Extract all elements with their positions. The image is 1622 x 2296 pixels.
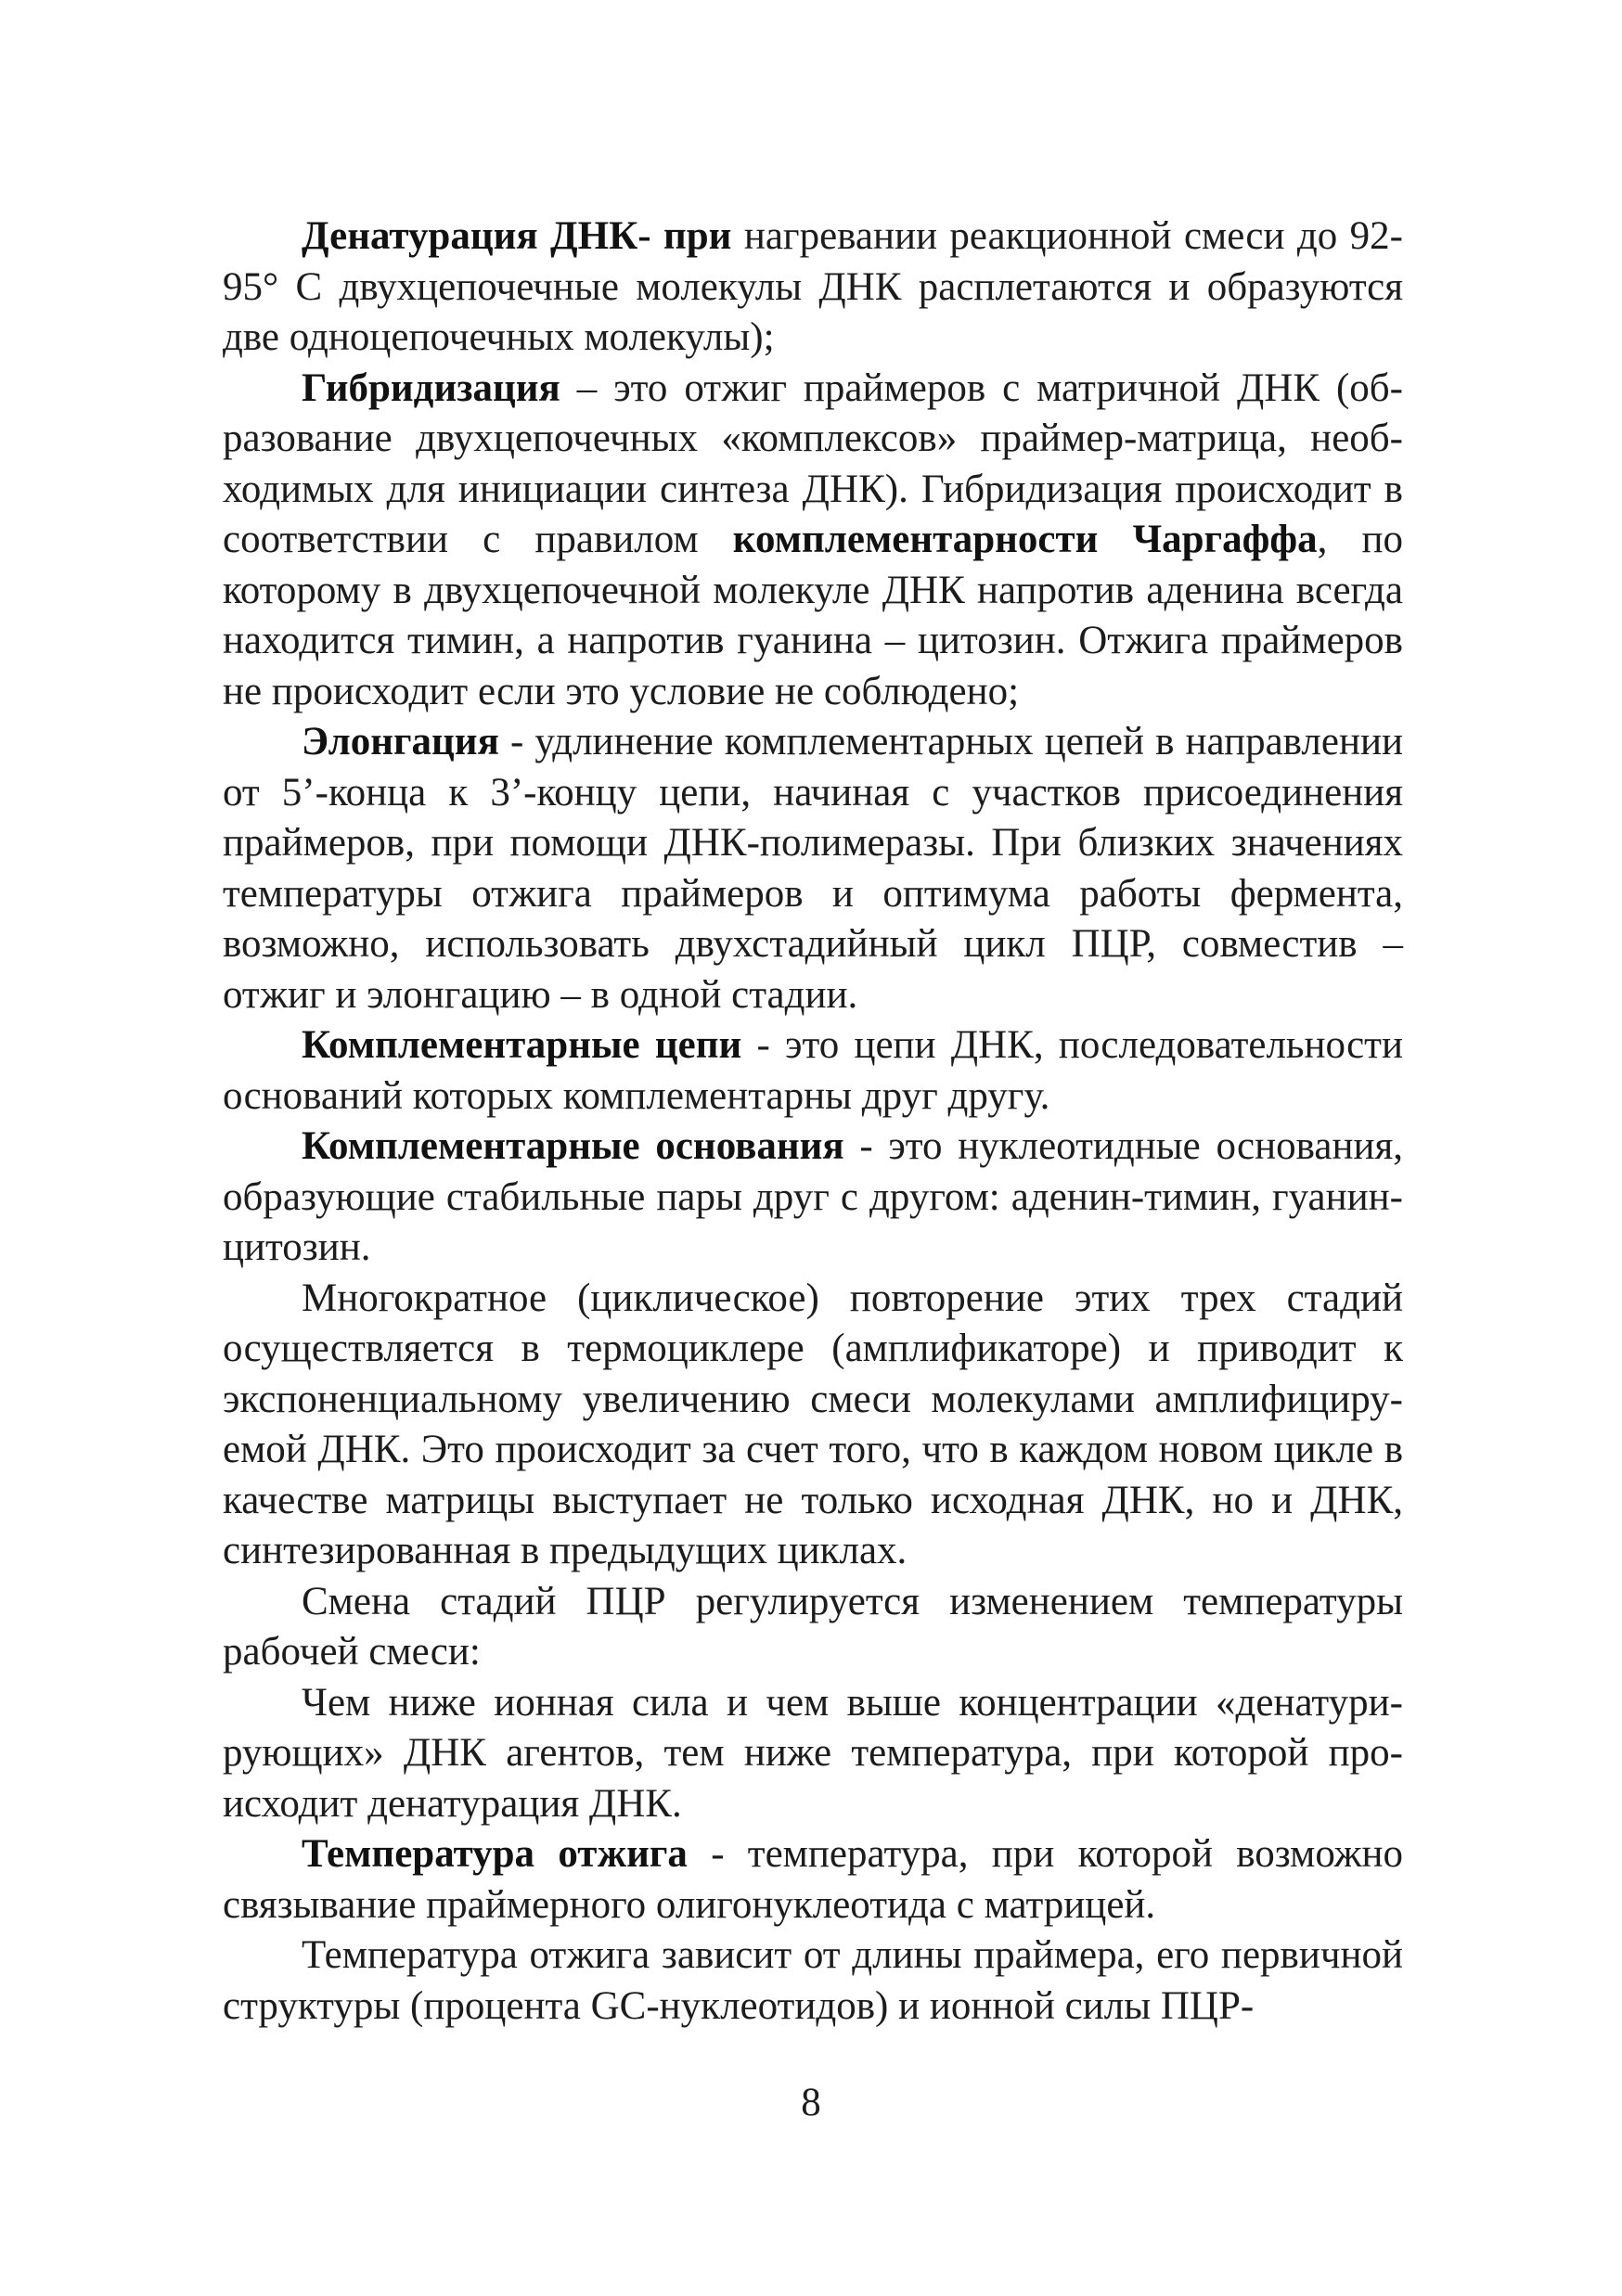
term-denaturation: Денатурация ДНК- при xyxy=(302,214,732,258)
term-hybridization: Гибридизация xyxy=(302,366,560,410)
paragraph-text: , по которому в двухцепочечной молекуле ДНК напротив аденина всегда находится тимин, а напротив гуанина – цитозин. Отжига праймеров не происходит если это условие не соблюдено; xyxy=(223,518,1403,713)
paragraph-annealing-dependence xyxy=(223,1930,1403,2032)
paragraph-cycling xyxy=(223,1274,1403,1577)
paragraph-complementary-bases xyxy=(223,1122,1403,1274)
page-number: 8 xyxy=(801,2081,821,2124)
term-complementary-strands: Комплементарные цепи xyxy=(302,1023,742,1067)
paragraph-denaturation xyxy=(223,212,1403,364)
paragraph-complementary-strands xyxy=(223,1020,1403,1122)
paragraph-ionic-strength xyxy=(223,1678,1403,1830)
paragraph-text: - это нуклеотидные основания, образующие стабильные пары друг с другом: аденин-тимин, гуанин-цитозин. xyxy=(223,1124,1403,1269)
term-complementary-bases: Комплементарные основания xyxy=(302,1124,844,1168)
paragraph-text: - это цепи ДНК, последовательности оснований которых комплементарны друг другу. xyxy=(223,1023,1403,1118)
paragraph-annealing-temperature xyxy=(223,1829,1403,1930)
paragraph-text: нагревании реакционной смеси до 92-95° С двухцепочечные молекулы ДНК расплетаются и образуются две одноцепочечных молекулы); xyxy=(223,214,1403,359)
paragraph-text: - удлинение комплементарных цепей в направлении от 5’-конца к 3’-концу цепи, начиная с участков присоединения праймеров, при помощи ДНК-полимеразы. При близких значениях температуры отжига праймеров и оптимума работы фермента, возможно, использовать двухстадийный цикл ПЦР, совместив – отжиг и элонгацию – в одной стадии. xyxy=(223,720,1403,1017)
paragraph-text: – это отжиг праймеров с матричной ДНК (образование двухцепочечных «комплексов» праймер-матрица, необходимых для инициации синтеза ДНК). Гибридизация происходит в соответствии с правилом xyxy=(223,366,1403,561)
paragraph-elongation xyxy=(223,717,1403,1020)
term-annealing-temperature: Температура отжига xyxy=(302,1832,688,1876)
paragraph-hybridization xyxy=(223,364,1403,718)
paragraph-text: Смена стадий ПЦР регулируется изменением температуры рабочей смеси: xyxy=(223,1579,1403,1674)
paragraph-stage-change xyxy=(223,1577,1403,1678)
paragraph-text: Чем ниже ионная сила и чем выше концентрации «денатурирующих» ДНК агентов, тем ниже температура, при которой происходит денатурация ДНК. xyxy=(223,1680,1403,1826)
document-body xyxy=(223,212,1403,2032)
paragraph-text: Температура отжига зависит от длины праймера, его первичной структуры (процента GC-нуклеотидов) и ионной силы ПЦР- xyxy=(223,1933,1403,2028)
term-chargaff-complementarity: комплементарности Чаргаффа xyxy=(732,518,1318,561)
term-elongation: Элонгация xyxy=(302,720,499,763)
paragraph-text: - температура, при которой возможно связывание праймерного олигонуклеотида с матрицей. xyxy=(223,1832,1403,1927)
paragraph-text: Многократное (циклическое) повторение этих трех стадий осуществляется в термоциклере (амплификаторе) и приводит к экспоненциальному увеличению смеси молекулами амплифицируемой ДНК. Это происходит за счет того, что в каждом новом цикле в качестве матрицы выступает не только исходная ДНК, но и ДНК, синтезированная в предыдущих циклах. xyxy=(223,1276,1403,1572)
